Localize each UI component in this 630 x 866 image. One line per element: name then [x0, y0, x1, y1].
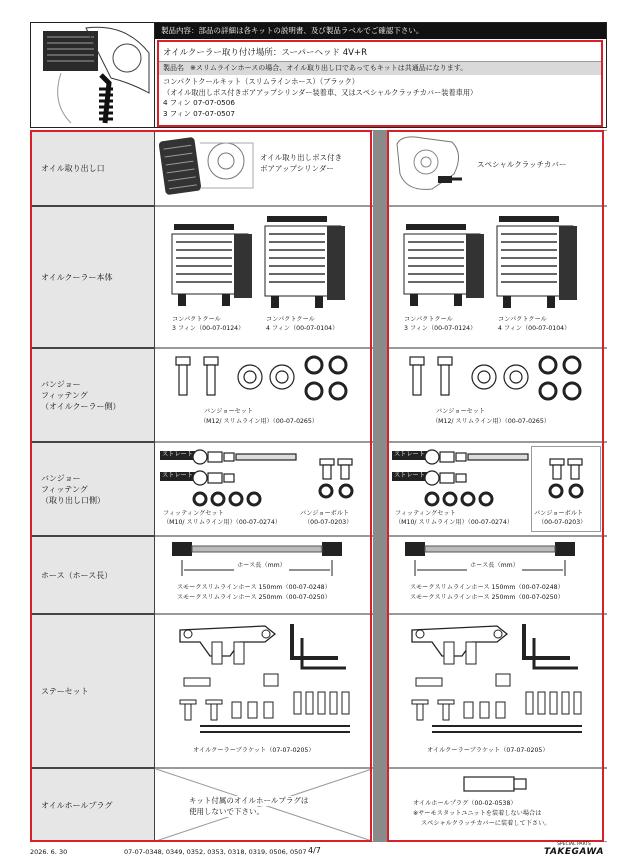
banjo-bolt-caption-2: （00-07-0203） [538, 519, 587, 526]
hose-length-label: ホース長（mm） [234, 562, 289, 571]
hose-length-label: ホース長（mm） [467, 562, 522, 571]
banjo-bolt-caption-2: （00-07-0203） [304, 519, 353, 526]
row-label-plug [30, 768, 155, 842]
banjo-bolt-caption-1: バンジョーボルト [300, 510, 350, 517]
bore-up-cylinder-drawing [158, 133, 258, 203]
bore-up-caption-2: ボアアップシリンダー [260, 164, 334, 173]
banjo-set-caption-2: （M12/ スリムライン用）（00-07-0265） [200, 418, 318, 425]
stay-bracket-caption: オイルクーラーブラケット（07-07-0205） [427, 747, 549, 754]
column-divider [373, 130, 387, 842]
straight-tag: ストレート [162, 451, 193, 458]
cooler-a-code: 3 フィン（00-07-0124） [172, 325, 245, 332]
label-line: バンジョー [41, 379, 81, 389]
plug-caption: オイルホールプラグ（00-02-0538） [413, 800, 517, 807]
straight-tag: ストレート [394, 472, 425, 479]
fitting-set-caption-1: フィッティングセット [395, 510, 456, 517]
brand-logo [544, 842, 604, 858]
product-name-note: ※スリムラインホースの場合、オイル取り出し口であってもキットは共通品になります。 [190, 64, 468, 72]
row-label-text: ホース（ホース長） [41, 570, 113, 580]
plug-note-1: ※サーモスタットユニットを装着しない場合は [413, 810, 542, 817]
banjo-bolt-right-drawing [542, 457, 592, 507]
row-label-cooler [30, 206, 155, 348]
hose-250-caption: スモークスリムラインホース 250mm（00-07-0250） [410, 594, 564, 601]
row-label-text: オイルクーラー本体 [41, 272, 113, 282]
row-label-text [41, 473, 105, 506]
banjo-set-caption-1: バンジョーセット [204, 408, 254, 415]
product-name-bar [159, 62, 601, 75]
notice-bar: 製品内容：部品の詳細は各キットの説明書、及び製品ラベルでご確認下さい。 [155, 23, 606, 39]
fitting-set-caption-2: （M10/ スリムライン用）（00-07-0274） [163, 519, 281, 526]
footer-codes: 07-07-0348, 0349, 0352, 0353, 0318, 0319, 0506, 0507 [124, 848, 307, 856]
engine-illustration [30, 22, 155, 128]
banjo-set-caption-1: バンジョーセット [436, 408, 486, 415]
row-label-text: オイル取り出し口 [41, 163, 105, 173]
fitting-set-caption-1: フィッティングセット [163, 510, 224, 517]
cooler-right-a-drawing [404, 220, 496, 310]
row-label-hose [30, 536, 155, 614]
row-label-stay [30, 614, 155, 768]
product-info-box [157, 40, 603, 127]
product-header [155, 22, 607, 128]
kit-line-2: （オイル取出しボス付きボアアップシリンダー装着車、又はスペシャルクラッチカバー装着車用） [163, 87, 478, 97]
cooler-a-name: コンパクトクール [404, 316, 453, 323]
stay-set-right-drawing [402, 620, 602, 740]
plug-not-used-1: キット付属のオイルホールプラグは [189, 796, 309, 805]
brand-small: SPECIAL PARTS [557, 842, 591, 847]
kit-line-1: コンパクトクールキット（スリムラインホース）（ブラック） [163, 77, 359, 86]
straight-tag: ストレート [394, 451, 425, 458]
fitting-set-left-drawing [192, 447, 332, 509]
footer-page-number: 4/7 [308, 846, 321, 855]
clutch-cover-drawing [392, 134, 472, 202]
banjo-set-caption-2: （M12/ スリムライン用）（00-07-0265） [432, 418, 550, 425]
product-name-label: 製品名 [163, 64, 184, 72]
cooler-a-name: コンパクトクール [172, 316, 221, 323]
hose-250-caption: スモークスリムラインホース 250mm（00-07-0250） [177, 594, 331, 601]
label-line: バンジョー [41, 473, 81, 483]
banjo-set-right-drawing [406, 353, 596, 408]
brand-name: TAKEGAWA [544, 847, 604, 857]
banjo-set-left-drawing [172, 353, 362, 408]
install-location: オイルクーラー取り付け場所：スーパーヘッド 4V+R [159, 42, 601, 62]
kit-line-3: 4 フィン 07-07-0506 [163, 98, 235, 107]
straight-tag: ストレート [162, 472, 193, 479]
kit-description [159, 75, 601, 121]
engine-drawing [31, 23, 155, 128]
plug-not-used-2: 使用しないで下さい。 [189, 807, 264, 816]
row-label-text: ステーセット [41, 686, 89, 696]
label-line: （取り出し口側） [41, 495, 105, 505]
cooler-b-code: 4 フィン（00-07-0104） [266, 325, 339, 332]
kit-line-4: 3 フィン 07-07-0507 [163, 108, 235, 118]
hose-150-caption: スモークスリムラインホース 150mm（00-07-0248） [410, 584, 564, 591]
clutch-cover-caption: スペシャルクラッチカバー [477, 160, 567, 169]
row-label-text [41, 379, 120, 412]
stay-set-left-drawing [170, 620, 370, 740]
stay-bracket-caption: オイルクーラーブラケット（07-07-0205） [193, 747, 315, 754]
cooler-a-code: 3 フィン（00-07-0124） [404, 325, 477, 332]
bore-up-caption-1: オイル取り出しボス付き [260, 153, 343, 162]
label-line: フィッテング [41, 484, 88, 494]
cooler-b-name: コンパクトクール [266, 316, 315, 323]
plug-note-2: スペシャルクラッチカバーに装着して下さい。 [421, 820, 551, 827]
row-label-banjo-outlet [30, 442, 155, 536]
cooler-left-b-drawing [265, 212, 357, 312]
cooler-b-name: コンパクトクール [498, 316, 547, 323]
hose-150-caption: スモークスリムラインホース 150mm（00-07-0248） [177, 584, 331, 591]
fitting-set-caption-2: （M10/ スリムライン用）（00-07-0274） [395, 519, 513, 526]
banjo-bolt-left-drawing [312, 457, 362, 507]
footer-date: 2026. 6. 30 [30, 848, 68, 856]
cooler-left-a-drawing [172, 220, 264, 310]
label-line: フィッテング [41, 390, 88, 400]
row-label-banjo-cooler [30, 348, 155, 442]
cooler-right-b-drawing [497, 212, 589, 312]
row-label-oil-outlet [30, 130, 155, 206]
row-label-text: オイルホールプラグ [41, 800, 113, 810]
banjo-bolt-caption-1: バンジョーボルト [534, 510, 584, 517]
oil-hole-plug-drawing [464, 775, 534, 797]
cooler-b-code: 4 フィン（00-07-0104） [498, 325, 571, 332]
label-line: （オイルクーラー側） [41, 401, 121, 411]
